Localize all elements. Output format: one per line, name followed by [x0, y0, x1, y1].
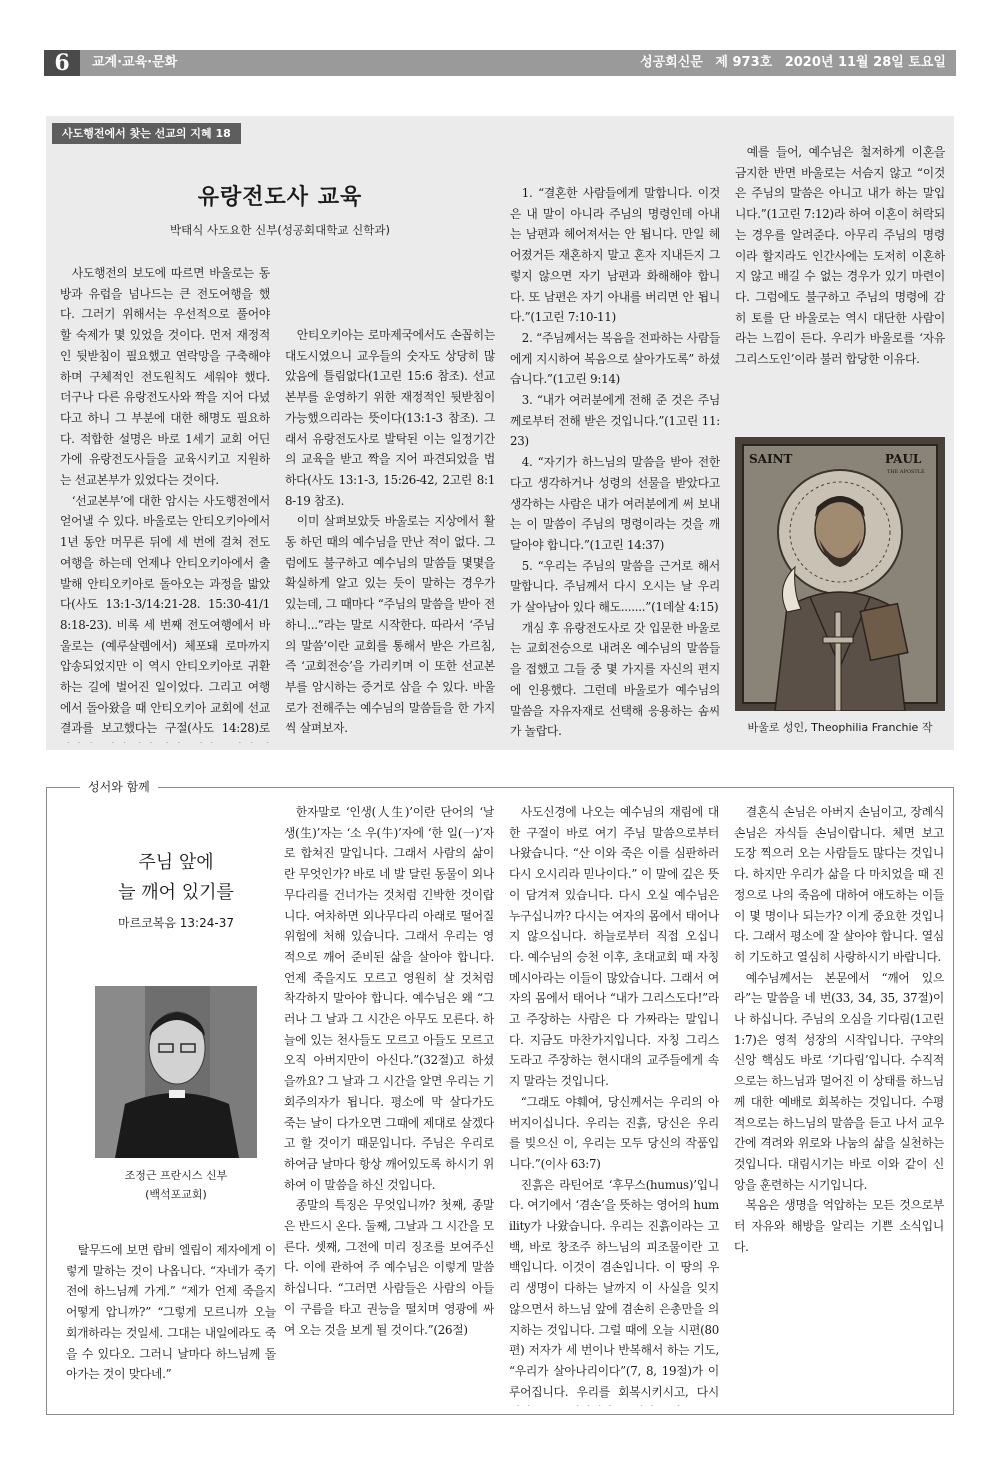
page-header: [44, 50, 956, 76]
masthead-info: [632, 50, 946, 76]
article2-column-2: [284, 802, 494, 1406]
article1-paragraph: 1. “결혼한 사람들에게 말합니다. 이것은 내 말이 아니라 주님의 명령인데 아내는 남편과 헤어져서는 안 됩니다. 만일 헤어졌거든 재혼하지 말고 혼자 지내든지 그렇지 않으면 자기 남편과 화해해야 합니다. 또 남편은 자기 아내를 버리면 안 됩니다.”(1고린 7:10-11): [510, 186, 720, 325]
article2-paragraph: 결혼식 손님은 아버지 손님이고, 장례식 손님은 자식들 손님이랍니다. 체면 보고 도장 찍으러 오는 사람들도 많다는 것입니다. 하지만 우리가 삶을 다 마치었을 때 진정으로 나의 죽음에 대하여 애도하는 이들이 몇 명이나 되는가? 이게 중요한 것입니다. 그래서 평소에 잘 살아야 합니다. 열심히 기도하고 열심히 사랑하시기 바랍니다.: [734, 805, 944, 964]
article1-paragraph: 예를 들어, 예수님은 철저하게 이혼을 금지한 반면 바울로는 서슴지 않고 “이것은 주님의 말씀은 아니고 내가 하는 말입니다.”(1고린 7:12)라 하여 이혼이 허락되는 경우를 알려준다. 아무리 주님의 명령이라 할지라도 인간사에는 도저히 이혼하지 않고 배길 수 없는 경우가 있기 마련이다. 그럼에도 불구하고 주님의 명령에 감히 토를 단 바울로는 역시 대단한 사람이라는 느낌이 든다. 우리가 바울로를 ‘자유 그리스도인’이라 불러 합당한 이유다.: [735, 145, 945, 367]
author-name: 조정근 프란시스 신부: [124, 1169, 228, 1182]
article1-paragraph: 5. “우리는 주님의 말씀을 근거로 해서 말합니다. 주님께서 다시 오시는 날 우리가 살아남아 있다 해도.......”(1데살 4:15): [510, 558, 720, 615]
article1-column-1: [60, 263, 270, 743]
article2-paragraph: 한자말로 ‘인생(人生)’이란 단어의 ‘날 생(生)’자는 ‘소 우(牛)’자에 ‘한 일(一)’자로 합쳐진 말입니다. 그래서 사람의 삶이란 무엇인가? 바로 네 발 달린 동물이 외나무다리를 건너가는 것처럼 긴박한 것이랍니다. 여차하면 외나무다리 아래로 떨어질 위험에 처해 있습니다. 그래서 우리는 영적으로 깨어 준비된 삶을 살아야 합니다. 언제 죽을지도 모르고 영원히 살 것처럼 착각하지 말아야 합니다. 예수님은 왜 “그러나 그 날과 그 시간은 아무도 모른다. 하늘에 있는 천사들도 모르고 아들도 모르고 오직 아버지만이 아신다.”(32절)고 하셨을까요? 그 날과 그 시간을 알면 우리는 기회주의자가 됩니다. 평소에 막 살다가도 죽는 날이 다가오면 그때에 제대로 살겠다고 할 것이기 때문입니다. 주님은 우리로 하여금 날마다 항상 깨어있도록 하시기 위하여 이 말씀을 하신 것입니다.: [284, 805, 494, 1192]
paper-name: 성공회신문: [640, 55, 703, 70]
article2-paragraph: 종말의 특징은 무엇입니까? 첫째, 종말은 반드시 온다. 둘째, 그날과 그 시간을 모른다. 셋째, 그전에 미리 징조를 보여주신다. 이에 관하여 주 예수님은 이렇게 말씀하십니다. “그러면 사람들은 사람의 아들이 구름을 타고 권능을 떨치며 영광에 싸여 오는 것을 보게 될 것이다.”(26절): [284, 1198, 494, 1337]
author-portrait: [95, 986, 257, 1158]
article1-paragraph: 이미 살펴보았듯 바울로는 지상에서 활동 하던 때의 예수님을 만난 적이 없다. 그럼에도 불구하고 예수님의 말씀들 몇몇을 확실하게 알고 있는 듯이 말하는 경우가 있는데, 그 때마다 “주님의 말씀을 받아 전하니...”라는 말로 시작한다. 따라서 ‘주님의 말씀’이란 교회를 통해서 받은 가르침, 즉 ‘교회전승’을 가리키며 이 또한 선교본부를 암시하는 증거로 삼을 수 있다. 바울로가 전해주는 예수님의 말씀들을 한 가지씩 살펴보자.: [285, 514, 495, 736]
art-label-saint: SAINT: [749, 452, 793, 466]
article1-column-4: [735, 142, 945, 427]
article2-column-3: [509, 802, 719, 1406]
article2-paragraph: 사도신경에 나오는 예수님의 재림에 대한 구절이 바로 여기 주님 말씀으로부터 나왔습니다. “산 이와 죽은 이를 심판하러 다시 오시리라 믿나이다.” 이 말에 깊은 뜻이 담겨져 있습니다. 다시 오실 예수님은 누구십니까? 다시는 여자의 몸에서 태어나지 않으십니다. 하늘로부터 직접 오십니다. 예수님의 승천 이후, 초대교회 때 자칭 메시아라는 이들이 많았습니다. 그래서 여자의 몸에서 태어나 “내가 그리스도다!”라고 주장하는 사람은 다 가짜라는 말입니다. 지금도 마찬가지입니다. 자칭 그리스도라고 주장하는 현시대의 교주들에게 속지 말라는 것입니다.: [509, 805, 719, 1089]
article1-title: 유랑전도사 교육: [197, 184, 363, 210]
article2-paragraph: 예수님께서는 본문에서 “깨어 있으라”는 말씀을 네 번(33, 34, 35, 37절)이나 하십니다. 주님의 오심을 기다림(1고린 1:7)은 영적 성장의 시작입니다. 구약의 신앙 핵심도 바로 ‘기다림’입니다. 수직적으로는 하느님과 멀어진 이 상태를 하느님께 대한 예배로 회복하는 것입니다. 수평적으로는 하느님의 말씀을 듣고 나서 교우 간에 격려와 위로와 나눔의 삶을 실천하는 것입니다. 대림시기는 바로 이와 같이 신앙을 훈련하는 시기입니다.: [734, 970, 944, 1192]
author-church: (백석포교회): [145, 1188, 207, 1201]
article2-paragraph: 복음은 생명을 억압하는 모든 것으로부터 자유와 해방을 알리는 기쁜 소식입니다.: [734, 1198, 944, 1254]
article1-paragraph: 4. “자기가 하느님의 말씀을 받아 전한다고 생각하거나 성령의 선물을 받았다고 생각하는 사람은 내가 여러분에게 써 보내는 이 말씀이 주님의 명령이라는 것을 깨달아야 합니다.”(1고린 14:37): [510, 455, 720, 552]
article2-reference: 마르코복음 13:24-37: [118, 916, 234, 930]
article2-column-4: [734, 802, 944, 1406]
issue-date: 2020년 11월 28일 토요일: [784, 55, 946, 70]
series-tag: 사도행전에서 찾는 선교의 지혜 18: [52, 123, 241, 144]
art-label-paul: PAUL: [885, 452, 922, 466]
article2-paragraph: “그래도 야훼여, 당신께서는 우리의 아버지이십니다. 우리는 진흙, 당신은 우리를 빚으신 이, 우리는 모두 당신의 작품입니다.”(이사 63:7): [509, 1094, 719, 1171]
article2-title-line2: 늘 깨어 있기를: [118, 882, 234, 903]
article1-paragraph: 2. “주님께서는 복음을 전파하는 사람들에게 지시하여 복음으로 살아가도록” 하셨습니다.”(1고린 9:14): [510, 330, 720, 387]
author-photo: [95, 986, 257, 1158]
article1-paragraph: 개심 후 유랑전도사로 갓 입문한 바울로는 교회전승으로 내려온 예수님의 말씀들을 접했고 그들 중 몇 가지를 자신의 편지에 인용했다. 그런데 바울로가 예수님의 말씀을 자유자재로 선택해 응용하는 솜씨가 놀랍다.: [510, 620, 720, 739]
art-label-apostle: THE APOSTLE: [887, 469, 925, 475]
saint-paul-icon-image: [735, 437, 945, 711]
article1-paragraph: 안티오키아는 로마제국에서도 손꼽히는 대도시였으니 교우들의 숫자도 상당히 많았음에 틀림없다(1고린 15:6 참조). 선교본부를 운영하기 위한 재정적인 뒷받침이 가능했으리라는 뜻이다(13:1-3 참조). 그래서 유랑전도사로 발탁된 이는 일정기간의 교육을 받고 짝을 지어 파견되었을 법하다(사도 13:1-3, 15:26-42, 2고린 8:18-19 참조).: [285, 328, 495, 508]
author-caption: [70, 1166, 282, 1204]
article2-paragraph: 탈무드에 보면 랍비 엘립이 제자에게 이렇게 말하는 것이 나옵니다. “자네가 죽기 전에 하느님께 가게.” “제가 언제 죽을지 어떻게 압니까?” “그렇게 모르니까 오늘 회개하라는 것일세. 그대는 내일에라도 죽을 수 있다오. 그러니 날마다 하느님께 돌아가는 것이 맞다네.”: [66, 1243, 276, 1382]
saint-paul-illustration: [735, 437, 945, 711]
article1-column-3: [510, 142, 720, 742]
page-number: 6: [44, 50, 80, 76]
article2-title: [70, 848, 282, 908]
article2-column-1: [66, 1240, 276, 1405]
article1-paragraph: 3. “내가 여러분에게 전해 준 것은 주님께로부터 전해 받은 것입니다.”(1고린 11:23): [510, 393, 720, 449]
section-name: 교계·교육·문화: [92, 55, 178, 70]
article2-section-label: 성서와 함께: [80, 778, 158, 796]
article2-paragraph: 진흙은 라틴어로 ‘후무스(humus)’입니다. 여기에서 ‘겸손’을 뜻하는 영어의 humility가 나왔습니다. 우리는 진흙이라는 고백, 바로 창조주 하느님의 피조물이란 고백입니다. 이것이 겸손입니다. 이 땅의 우리 생명이 다하는 날까지 이 사실을 잊지 않으면서 하느님 앞에 겸손히 은총만을 의지하는 것입니다. 그럴 때에 오늘 시편(80편) 저자가 세 번이나 반복해서 하는 기도, “우리가 살아나리이다”(7, 8, 19절)가 이루어집니다. 우리를 회복시키시고, 다시: [509, 1177, 719, 1399]
article1-byline: 박태식 사도요한 신부(성공회대학교 신학과): [170, 223, 390, 237]
article1-column-2-text: [285, 263, 495, 743]
art-caption: 바울로 성인, Theophilia Franchie 작: [747, 721, 933, 734]
issue-number: 제 973호: [715, 55, 773, 70]
article1-paragraph: ‘선교본부’에 대한 암시는 사도행전에서 얻어낼 수 있다. 바울로는 안티오키아에서 1년 동안 머무른 뒤에 세 번에 걸쳐 전도여행을 하는데 언제나 안티오키아에서 출발해 안티오키아로 돌아오는 과정을 밟았다(사도 13:1-3/14:21-28. 15:30-41/18:18-23). 비록 세 번째 전도여행에서 바울로는 (예루살렘에서) 체포돼 로마까지 압송되었지만 이 역시 안티오키아로 귀환하는 길에 벌어진 일이었다. 그리고 여행에서 돌아왔을 때 안티오키아 교회에 선교 결과를 보고했다는 구절(사도 14:28)로: [60, 493, 270, 736]
article2-title-line1: 주님 앞에: [138, 852, 214, 873]
article1-paragraph: 사도행전의 보도에 따르면 바울로는 동방과 유럽을 넘나드는 큰 전도여행을 했다. 그러기 위해서는 우선적으로 풀어야 할 숙제가 몇 있었을 것이다. 먼저 재정적인 뒷받침이 필요했고 연락망을 구축해야 하며 구체적인 전도원칙도 세워야 했다. 더구나 다른 유랑전도사와 짝을 지어 다녔다고 하니 그 부분에 대한 해명도 필요하다. 적합한 설명은 바로 1세기 교회 어딘가에 유랑전도사들을 교육시키고 지원하는 선교본부가 있었다는 것이다.: [60, 266, 270, 488]
